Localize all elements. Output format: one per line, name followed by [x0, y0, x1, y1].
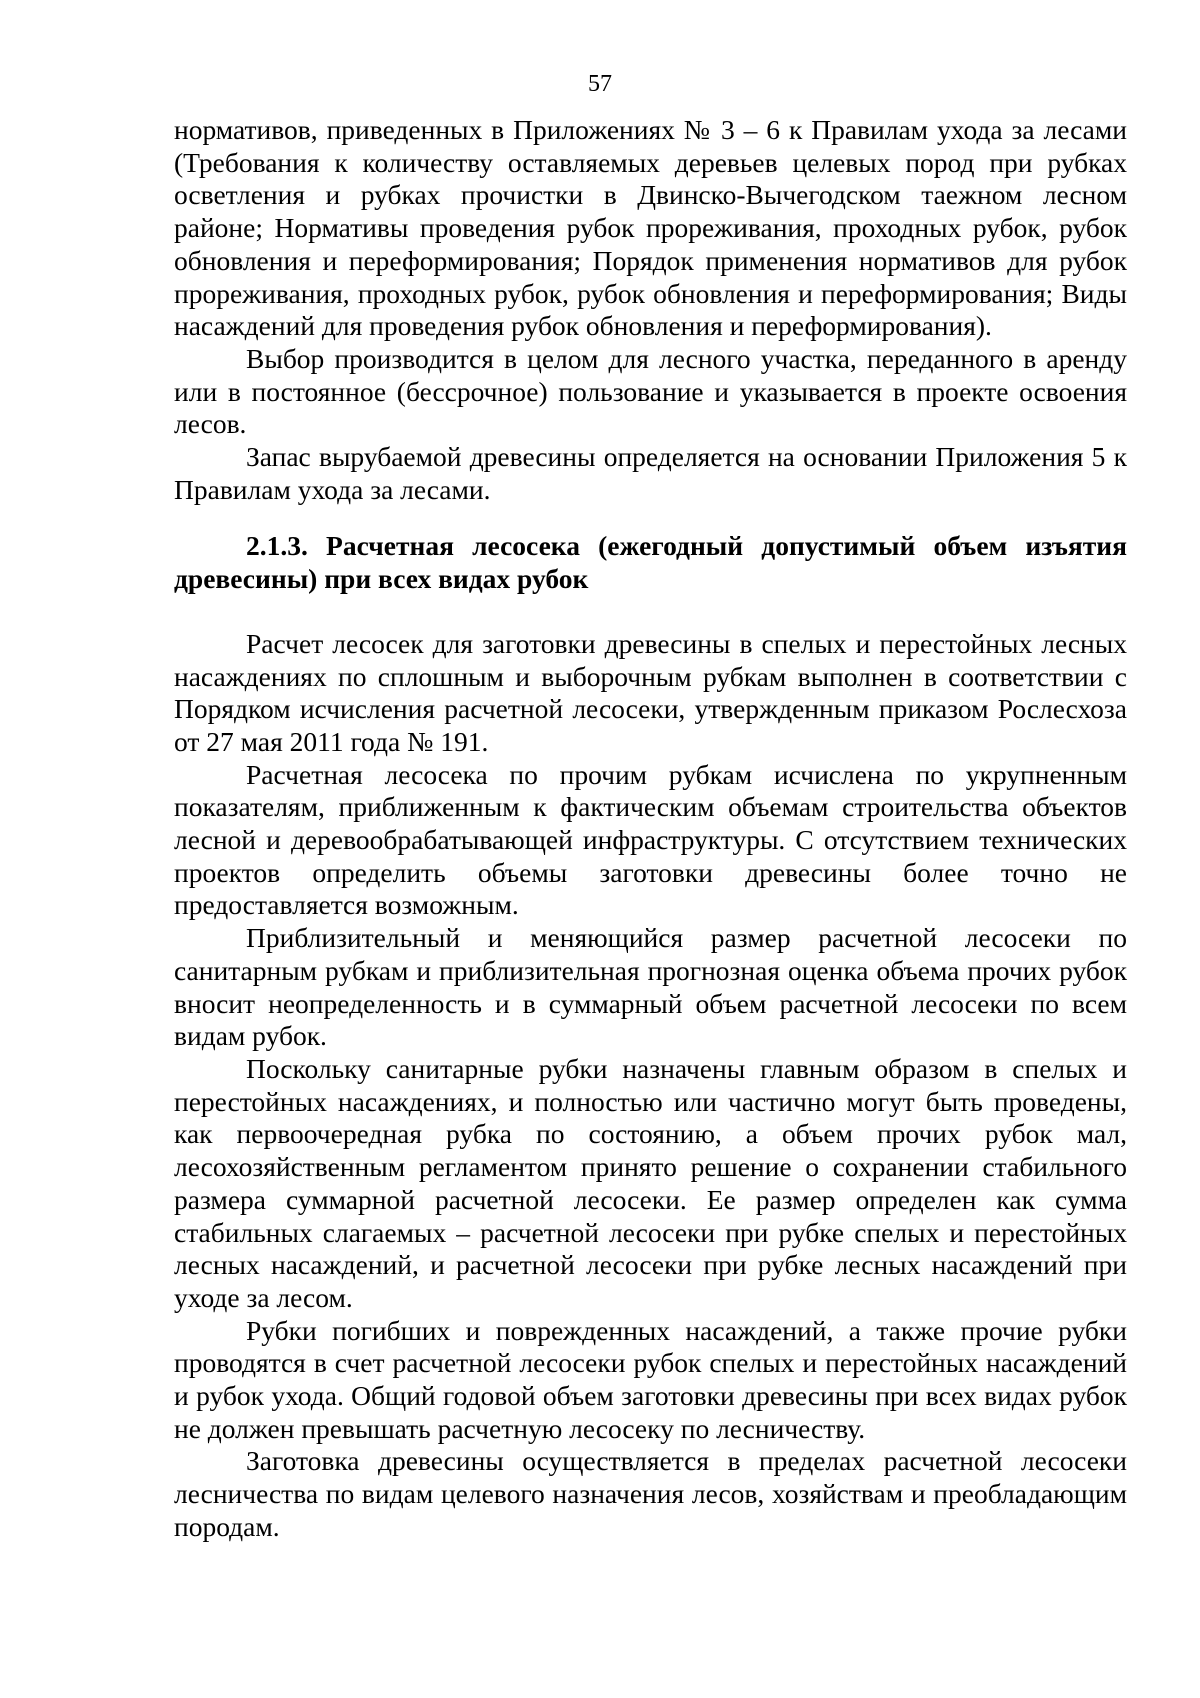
paragraph: Расчетная лесосека по прочим рубкам исчислена по укрупненным показателям, приближенным к фактическим объемам строительства объектов лесной и деревообрабатывающей инфраструктуры. С отсутствием технических проектов определить объемы заготовки древесины более точно не предоставляется возможным.: [174, 758, 1127, 921]
paragraph: Приблизительный и меняющийся размер расчетной лесосеки по санитарным рубкам и приблизительная прогнозная оценка объема прочих рубок вносит неопределенность и в суммарный объем расчетной лесосеки по всем видам рубок.: [174, 922, 1127, 1052]
paragraph: Выбор производится в целом для лесного участка, переданного в аренду или в постоянное (бессрочное) пользование и указывается в проекте освоения лесов.: [174, 342, 1127, 440]
paragraph: Запас вырубаемой древесины определяется на основании Приложения 5 к Правилам ухода за лесами.: [174, 441, 1127, 505]
paragraph: Заготовка древесины осуществляется в пределах расчетной лесосеки лесничества по видам целевого назначения лесов, хозяйствам и преобладающим породам.: [174, 1445, 1127, 1542]
page-number: 57: [588, 71, 612, 97]
paragraph: Рубки погибших и поврежденных насаждений, а также прочие рубки проводятся в счет расчетной лесосеки рубок спелых и перестойных насаждений и рубок ухода. Общий годовой объем заготовки древесины при всех видах рубок не должен превышать расчетную лесосеку по лесничеству.: [174, 1314, 1127, 1444]
section-heading: 2.1.3. Расчетная лесосека (ежегодный допустимый объем изъятия древесины) при всех видах рубок: [174, 530, 1127, 595]
paragraph: Поскольку санитарные рубки назначены главным образом в спелых и перестойных насаждениях, и полностью или частично могут быть проведены, как первоочередная рубка по состоянию, а объем прочих рубок мал, лесохозяйственным регламентом принято решение о сохранении стабильного размера суммарной расчетной лесосеки. Ее размер определен как сумма стабильных слагаемых – расчетной лесосеки при рубке спелых и перестойных лесных насаждений, и расчетной лесосеки при рубке лесных насаждений при уходе за лесом.: [174, 1052, 1127, 1313]
paragraph: Расчет лесосек для заготовки древесины в спелых и перестойных лесных насаждениях по сплошным и выборочным рубкам выполнен в соответствии с Порядком исчисления расчетной лесосеки, утвержденным приказом Рослесхоза от 27 мая 2011 года № 191.: [174, 627, 1127, 757]
paragraph: нормативов, приведенных в Приложениях № 3 – 6 к Правилам ухода за лесами (Требования к количеству оставляемых деревьев целевых пород при рубках осветления и рубках прочистки в Двинско-Вычегодском таежном лесном районе; Нормативы проведения рубок прореживания, проходных рубок, рубок обновления и переформирования; Порядок применения нормативов для рубок прореживания, проходных рубок, рубок обновления и переформирования; Виды насаждений для проведения рубок обновления и переформирования).: [174, 114, 1127, 342]
body-text: [174, 114, 1127, 1544]
